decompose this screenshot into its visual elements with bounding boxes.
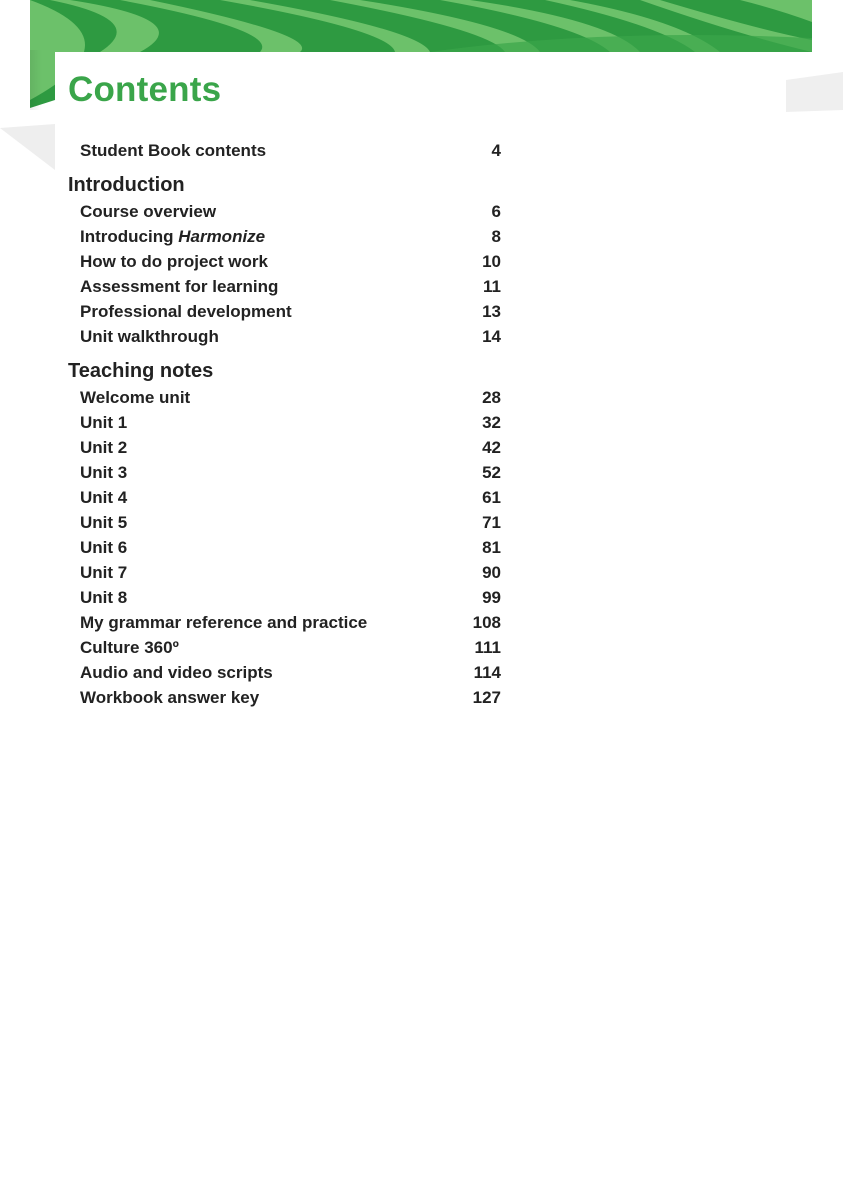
toc-entry-page: 10: [482, 252, 501, 271]
toc-entry-student-book-contents[interactable]: [80, 138, 501, 163]
toc-entry-label: Professional development: [80, 302, 292, 321]
page-curl-shadow-right: [786, 72, 843, 112]
toc-entry-label: Culture 360º: [80, 638, 179, 657]
toc-entry-label: Unit 6: [80, 538, 128, 557]
toc-entry-page: 28: [482, 388, 501, 407]
toc-entry-course-overview[interactable]: [80, 199, 501, 224]
toc-entry-unit-5[interactable]: [80, 510, 501, 535]
toc-entry-unit-4[interactable]: [80, 485, 501, 510]
toc-entry-label: Unit 1: [80, 413, 128, 432]
toc-entry-audio-video-scripts[interactable]: [80, 660, 501, 685]
toc-entry-label: How to do project work: [80, 252, 268, 271]
toc-entry-page: 90: [482, 563, 501, 582]
toc-entry-unit-1[interactable]: [80, 410, 501, 435]
toc-entry-page: 32: [482, 413, 501, 432]
toc-entry-unit-2[interactable]: [80, 435, 501, 460]
section-heading-introduction: Introduction: [68, 174, 185, 196]
toc-entry-label: My grammar reference and practice: [80, 613, 368, 632]
toc-entry-label: Course overview: [80, 202, 217, 221]
toc-entry-page: 11: [483, 277, 501, 296]
toc-entry-assessment[interactable]: [80, 274, 501, 299]
toc-entry-label: [80, 224, 265, 249]
section-heading-teaching-notes: Teaching notes: [68, 360, 214, 382]
toc-entry-unit-walkthrough[interactable]: [80, 324, 501, 349]
toc-entry-workbook-answer-key[interactable]: [80, 685, 501, 710]
toc-entry-page: 8: [491, 227, 501, 246]
toc-entry-label: Unit 5: [80, 513, 128, 532]
page-curl-shadow-left: [0, 124, 55, 170]
toc-entry-page: 99: [482, 588, 501, 607]
toc-entry-unit-8[interactable]: [80, 585, 501, 610]
toc-entry-page: 13: [482, 302, 501, 321]
toc-entry-label: Unit walkthrough: [80, 327, 219, 346]
toc-entry-label-italic: Harmonize: [178, 227, 266, 246]
toc-entry-page: 61: [482, 488, 501, 507]
toc-entry-label: Audio and video scripts: [80, 663, 273, 682]
toc-entry-culture-360[interactable]: [80, 635, 501, 660]
toc-entry-label: Workbook answer key: [80, 688, 260, 707]
toc-entry-unit-6[interactable]: [80, 535, 501, 560]
toc-entry-label: Assessment for learning: [80, 277, 279, 296]
toc-entry-label: Welcome unit: [80, 388, 191, 407]
toc-entry-label: Unit 3: [80, 463, 128, 482]
toc-entry-page: 52: [482, 463, 501, 482]
toc-entry-label: Unit 2: [80, 438, 128, 457]
toc-entry-unit-7[interactable]: [80, 560, 501, 585]
toc-entry-professional-development[interactable]: [80, 299, 501, 324]
toc-entry-label-prefix: Introducing: [80, 227, 179, 246]
toc-entry-page: 127: [472, 688, 501, 707]
toc-entry-page: 81: [482, 538, 501, 557]
toc-entry-page: 108: [472, 613, 501, 632]
toc-entry-page: 111: [474, 638, 501, 657]
toc-entry-label: Unit 7: [80, 563, 128, 582]
toc-entry-unit-3[interactable]: [80, 460, 501, 485]
toc-entry-page: 4: [491, 141, 501, 160]
toc-entry-project-work[interactable]: [80, 249, 501, 274]
toc-entry-introducing-harmonize[interactable]: [80, 224, 501, 249]
toc-entry-label: Unit 8: [80, 588, 128, 607]
toc-entry-page: 6: [491, 202, 501, 221]
toc-entry-page: 14: [482, 327, 501, 346]
toc-entry-grammar-reference[interactable]: [80, 610, 501, 635]
toc-entry-page: 114: [473, 663, 501, 682]
page-title: Contents: [68, 70, 222, 109]
toc-entry-page: 42: [482, 438, 501, 457]
toc-entry-page: 71: [482, 513, 501, 532]
toc-entry-label: Unit 4: [80, 488, 128, 507]
toc-entry-welcome-unit[interactable]: [80, 385, 501, 410]
toc-entry-label: Student Book contents: [80, 141, 267, 160]
